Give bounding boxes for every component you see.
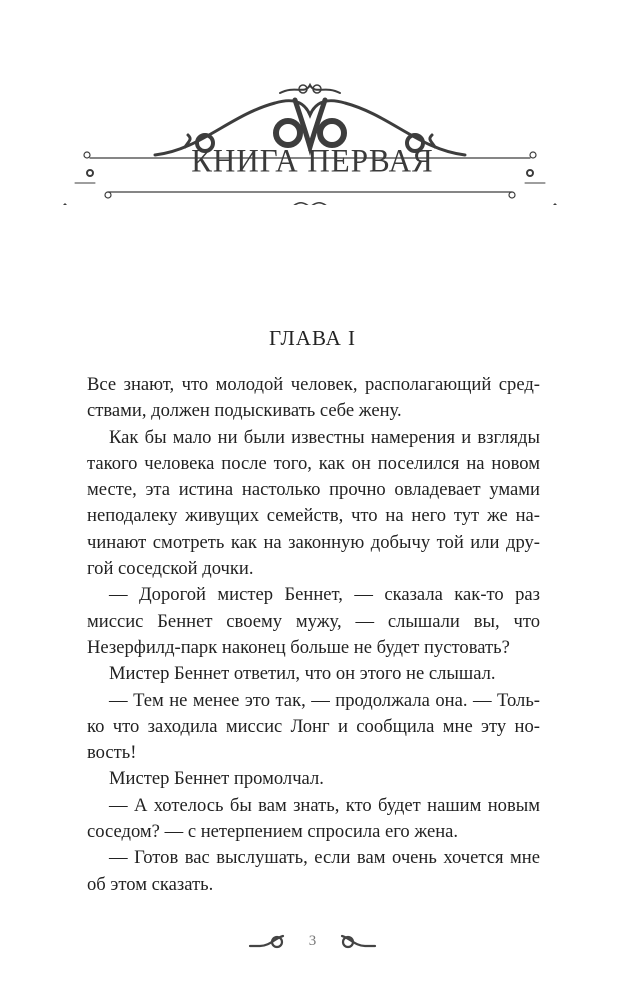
text-line: гой соседской дочки. bbox=[87, 558, 254, 580]
text-line: соседом? — с нетерпением спросила его жена. bbox=[87, 821, 459, 843]
text-line: ствами, должен подыскивать себе жену. bbox=[87, 400, 402, 422]
book-title: КНИГА ПЕРВАЯ bbox=[191, 142, 434, 179]
text-line: — А хотелось бы вам знать, кто будет нашим новым bbox=[109, 794, 540, 816]
text-line: ко что заходила миссис Лонг и сообщила мне эту но- bbox=[87, 715, 540, 737]
header-ornament bbox=[60, 55, 560, 205]
text-line: Мистер Беннет промолчал. bbox=[109, 768, 324, 790]
chapter-title: ГЛАВА I bbox=[268, 326, 357, 350]
text-line: чинают смотреть как на законную добычу той или дру- bbox=[87, 531, 540, 553]
text-line: — Дорогой мистер Беннет, — сказала как-то раз bbox=[109, 584, 540, 606]
body-text bbox=[87, 372, 540, 898]
text-line: Мистер Беннет ответил, что он этого не слышал. bbox=[109, 663, 496, 685]
text-line: вость! bbox=[87, 742, 137, 764]
text-line: неподалеку живущих семейств, что на него тут же на- bbox=[87, 505, 540, 527]
text-line: Все знают, что молодой человек, располагающий сред- bbox=[87, 374, 540, 395]
text-line: такого человека после того, как он поселился на новом bbox=[87, 452, 540, 474]
text-line: Незерфилд-парк наконец больше не будет пустовать? bbox=[87, 636, 510, 658]
text-line: об этом сказать. bbox=[87, 873, 214, 895]
text-line: миссис Беннет своему мужу, — слышали вы, что bbox=[87, 610, 540, 632]
page-number: 3 bbox=[308, 933, 317, 949]
text-line: Как бы мало ни были известны намерения и взгляды bbox=[109, 426, 540, 448]
text-line: месте, эта истина настолько прочно овладевает умами bbox=[87, 479, 540, 501]
text-line: — Тем не менее это так, — продолжала она. — Толь- bbox=[109, 689, 540, 711]
text-line: — Готов вас выслушать, если вам очень хочется мне bbox=[109, 847, 540, 869]
